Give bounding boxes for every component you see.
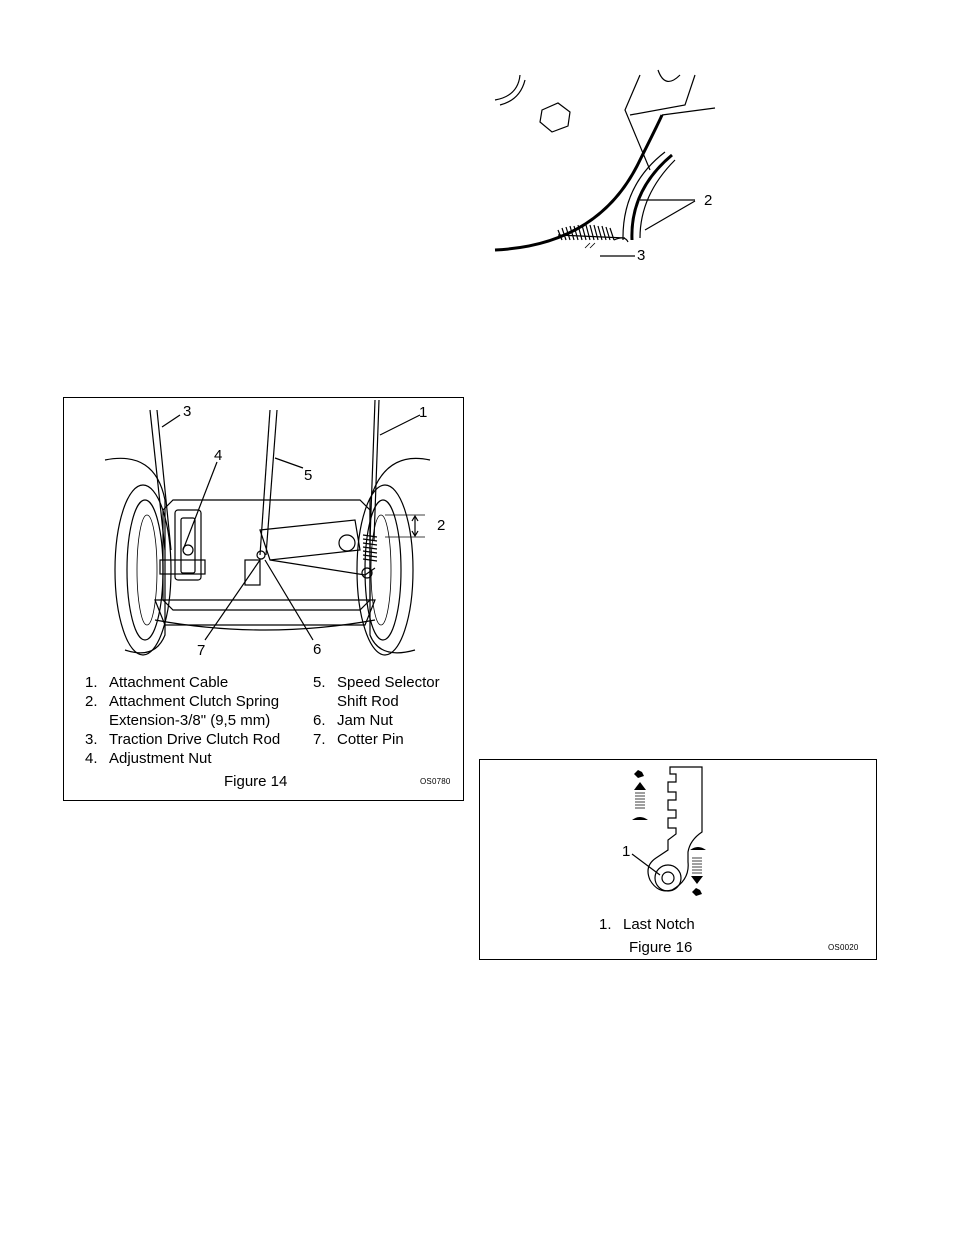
figure-14-legend-right (313, 673, 458, 749)
spring-coils (558, 225, 625, 240)
figure-16-illustration (620, 762, 740, 912)
legend-item: 4. Adjustment Nut (85, 750, 212, 767)
turtle-icon (690, 847, 706, 850)
legend-item: 5. Speed Selector (313, 674, 440, 691)
figure-14-callout-7: 7 (197, 642, 206, 659)
snowthrower-underside-drawing (95, 400, 445, 670)
figure-14-caption: Figure 14 (224, 773, 288, 790)
figure-16-legend (599, 915, 749, 934)
figure-14-callout-6: 6 (313, 641, 322, 658)
hex-nut-shape (540, 103, 570, 132)
left-wheel (105, 458, 171, 655)
rabbit-icon (634, 770, 644, 778)
legend-item: 7. Cotter Pin (313, 731, 404, 748)
legend-item: 3. Traction Drive Clutch Rod (85, 731, 281, 748)
figure-14-code: OS0780 (420, 777, 451, 786)
arrow-down-icon (691, 858, 703, 884)
figure-14-callout-2: 2 (437, 517, 446, 534)
speed-selector-plate-drawing (620, 762, 740, 912)
figure-15-callout-3: 3 (637, 247, 646, 264)
figure-15-illustration (490, 60, 750, 270)
rabbit-icon (692, 888, 702, 896)
legend-item: 1. Last Notch (599, 916, 695, 933)
figure-16-caption: Figure 16 (629, 939, 693, 956)
legend-item: 1. Attachment Cable (85, 674, 229, 691)
figure-14-illustration (95, 400, 445, 670)
legend-item: Extension-3/8" (9,5 mm) (109, 712, 271, 729)
figure-14-legend-left (85, 673, 300, 768)
figure-16-callout-1: 1 (622, 843, 631, 860)
legend-item: 6. Jam Nut (313, 712, 393, 729)
legend-item: 2. Attachment Clutch Spring (85, 693, 280, 710)
figure-16-code: OS0020 (828, 943, 859, 952)
figure-14-callout-1: 1 (419, 404, 428, 421)
arrow-up-icon (634, 782, 646, 808)
right-wheel (357, 458, 430, 655)
spring-clutch-drawing (490, 60, 750, 270)
figure-14-callout-5: 5 (304, 467, 313, 484)
figure-14-callout-3: 3 (183, 403, 192, 420)
pivot-circle (655, 865, 681, 891)
figure-14-callout-4: 4 (214, 447, 223, 464)
turtle-icon (632, 817, 648, 820)
legend-item: Shift Rod (337, 693, 399, 710)
figure-15-callout-2: 2 (704, 192, 713, 209)
